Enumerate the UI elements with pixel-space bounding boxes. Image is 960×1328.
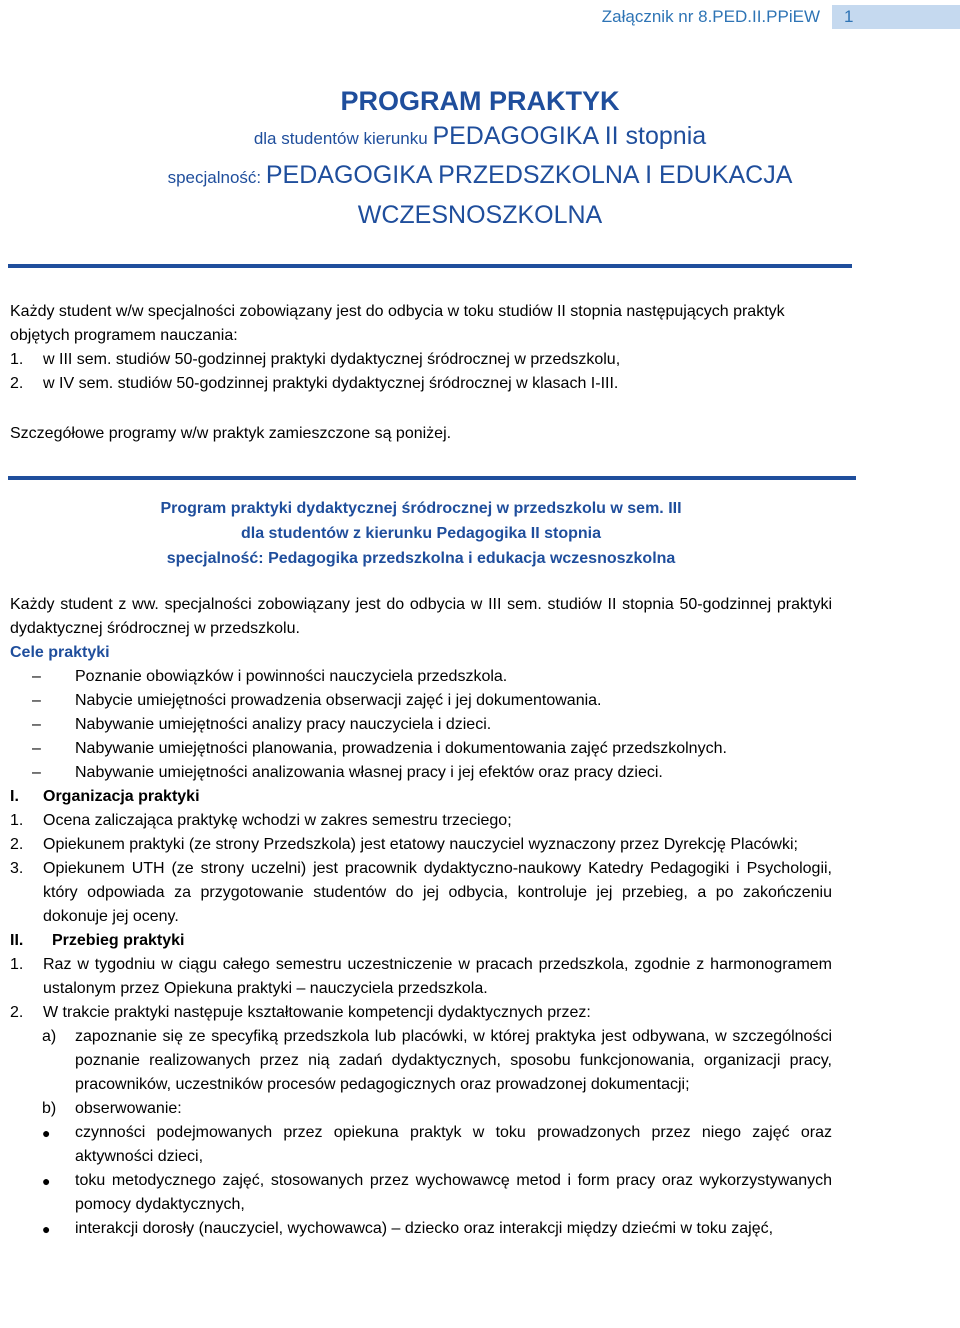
title-line-2-main: PEDAGOGIKA PRZEDSZKOLNA I EDUKACJA [265, 161, 793, 189]
item-text: Ocena zaliczająca praktykę wchodzi w zakres semestru trzeciego; [43, 812, 512, 829]
goal-item [10, 665, 832, 689]
goal-item [10, 761, 832, 785]
section-title-line-1: Program praktyki dydaktycznej śródrocznej w przedszkolu w sem. III [160, 500, 682, 517]
program-body [10, 593, 832, 1241]
item-number: 1. [10, 812, 24, 829]
item-number: 2. [10, 1004, 24, 1021]
intro-section [10, 300, 832, 396]
goal-text: Nabycie umiejętności prowadzenia obserwacji zajęć i jej dokumentowania. [75, 692, 602, 709]
title-line-1-main: PEDAGOGIKA II stopnia [432, 122, 707, 150]
bullet-text: czynności podejmowanych przez opiekuna praktyk w toku prowadzonych przez niego zajęć oraz aktywności dzieci, [75, 1124, 832, 1165]
sub-item-text: obserwowanie: [75, 1100, 182, 1117]
sub-item [10, 1097, 832, 1121]
page-number: 1 [832, 5, 960, 29]
intro-item [10, 372, 832, 396]
sub-item-letter: b) [42, 1100, 57, 1117]
goal-item [10, 713, 832, 737]
dash-marker: – [32, 668, 41, 685]
course-heading [10, 929, 832, 953]
organization-item [10, 833, 832, 857]
bullet-icon: ● [42, 1173, 51, 1189]
title-line-1-prefix: dla studentów kierunku [253, 129, 433, 148]
bullet-icon: ● [42, 1125, 51, 1141]
sub-item [10, 1025, 832, 1097]
roman-numeral: II. [10, 932, 24, 949]
item-number: 3. [10, 860, 24, 877]
section-title [0, 496, 842, 571]
goal-text: Nabywanie umiejętności analizowania własnej pracy i jej efektów oraz pracy dzieci. [75, 764, 663, 781]
section-title-line-3: specjalność: Pedagogika przedszkolna i edukacja wczesnoszkolna [166, 550, 676, 567]
title-line-1 [0, 118, 960, 157]
sub-item-text: zapoznanie się ze specyfiką przedszkola lub placówki, w której praktyka jest odbywana, w szczególności poznanie realizowanych przez nią zadań dydaktycznych, sposobu funkcjonowania, organizacji pracy, pracowników, uczestników procesów pedagogicznych oraz prowadzonej dokumentacji; [75, 1028, 832, 1093]
sub-item-letter: a) [42, 1028, 57, 1045]
organization-item [10, 857, 832, 929]
heading-text: Przebieg praktyki [52, 932, 185, 949]
roman-numeral: I. [10, 788, 19, 805]
bullet-text: interakcji dorosły (nauczyciel, wychowawca) – dziecko oraz interakcji między dziećmi w toku zajęć, [75, 1220, 774, 1237]
dash-marker: – [32, 692, 41, 709]
annex-label: Załącznik nr 8.PED.II.PPiEW [601, 7, 820, 26]
title-line-2-prefix: specjalność: [167, 168, 266, 187]
bullet-item [10, 1121, 832, 1169]
title-line-2 [0, 157, 960, 196]
intro-item-text: w IV sem. studiów 50-godzinnej praktyki dydaktycznej śródrocznej w klasach I-III. [43, 375, 619, 392]
divider-rule [8, 476, 856, 480]
item-text: Raz w tygodniu w ciągu całego semestru uczestniczenie w pracach przedszkola, zgodnie z harmonogramem ustalonym przez Opiekuna praktyki – nauczyciela przedszkola. [43, 956, 832, 997]
goal-text: Nabywanie umiejętności planowania, prowadzenia i dokumentowania zajęć przedszkolnych. [75, 740, 727, 757]
dash-marker: – [32, 740, 41, 757]
goal-item [10, 689, 832, 713]
item-number: 1. [10, 956, 24, 973]
bullet-item [10, 1169, 832, 1217]
title-line-3: WCZESNOSZKOLNA [357, 201, 603, 229]
bullet-text: toku metodycznego zajęć, stosowanych przez wychowawcę metod i form pracy oraz wykorzystywanych pomocy dydaktycznych, [75, 1172, 832, 1213]
heading-text: Organizacja praktyki [43, 788, 200, 805]
dash-marker: – [32, 764, 41, 781]
bullet-icon: ● [42, 1221, 51, 1237]
item-text: W trakcie praktyki następuje kształtowanie kompetencji dydaktycznych przez: [43, 1004, 591, 1021]
page-header [602, 5, 960, 29]
intro-item-text: w III sem. studiów 50-godzinnej praktyki dydaktycznej śródrocznej w przedszkolu, [43, 351, 621, 368]
course-item [10, 1001, 832, 1025]
organization-item [10, 809, 832, 833]
goal-text: Poznanie obowiązków i powinności nauczyciela przedszkola. [75, 668, 508, 685]
details-note: Szczegółowe programy w/w praktyk zamieszczone są poniżej. [10, 425, 452, 442]
item-number: 2. [10, 836, 24, 853]
dash-marker: – [32, 716, 41, 733]
goal-item [10, 737, 832, 761]
section-title-line-2: dla studentów z kierunku Pedagogika II stopnia [240, 525, 602, 542]
goal-text: Nabywanie umiejętności analizy pracy nauczyciela i dzieci. [75, 716, 492, 733]
intro-item [10, 348, 832, 372]
lead-paragraph: Każdy student z ww. specjalności zobowiązany jest do odbycia w III sem. studiów II stopnia 50-godzinnej praktyki dydaktycznej śródrocznej w przedszkolu. [10, 596, 832, 637]
bullet-item [10, 1217, 832, 1241]
intro-text: Każdy student w/w specjalności zobowiązany jest do odbycia w toku studiów II stopnia następujących praktyk objętych programem nauczania: [10, 303, 785, 344]
document-title [0, 84, 960, 234]
title-main: PROGRAM PRAKTYK [340, 86, 620, 116]
course-item [10, 953, 832, 1001]
item-text: Opiekunem UTH (ze strony uczelni) jest pracownik dydaktyczno-naukowy Katedry Pedagogiki i Psychologii, który odpowiada za przygotowanie studentów do jej odbycia, kontroluje jej przebieg, a po zakończeniu dokonuje jej oceny. [43, 860, 832, 925]
intro-item-number: 2. [10, 375, 24, 392]
item-text: Opiekunem praktyki (ze strony Przedszkola) jest etatowy nauczyciel wyznaczony przez Dyrekcję Placówki; [43, 836, 798, 853]
goals-heading: Cele praktyki [10, 644, 110, 661]
intro-item-number: 1. [10, 351, 24, 368]
organization-heading [10, 785, 832, 809]
divider-rule [8, 264, 852, 268]
